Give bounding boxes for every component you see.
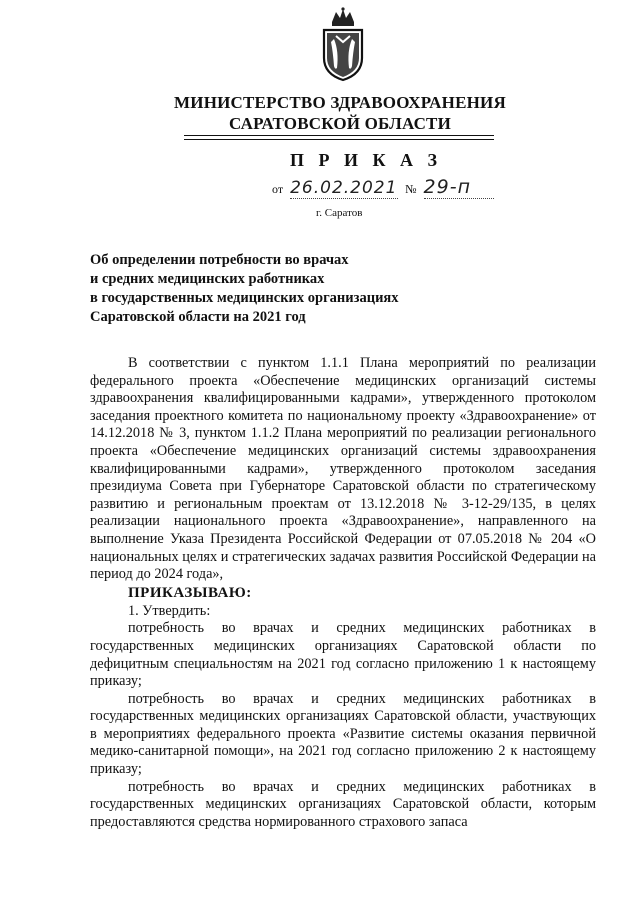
order-date-number-line (272, 176, 494, 199)
order-directive: ПРИКАЗЫВАЮ: (128, 584, 252, 601)
subject-line-1: Об определении потребности во врачах (90, 252, 349, 268)
header-divider-thin (184, 139, 494, 140)
handwritten-order-number: 29-п (424, 176, 494, 199)
subject-line-4: Саратовской области на 2021 год (90, 309, 306, 325)
date-prefix: от (272, 182, 284, 196)
order-body (90, 355, 596, 831)
handwritten-date: 26.02.2021 (290, 178, 398, 198)
city-label: г. Саратов (316, 207, 363, 219)
subject-line-2: и средних медицинских работниках (90, 271, 325, 287)
ministry-name (140, 92, 540, 134)
ministry-line-2: САРАТОВСКОЙ ОБЛАСТИ (228, 114, 452, 133)
saratov-coat-of-arms-icon (318, 6, 368, 82)
item-1-paragraph-b: потребность во врачах и средних медицинских работниках в государственных медицинских организациях Саратовской области, участвующих в мероприятиях федерального проекта «Развитие системы оказания первичной медико-санитарной помощи», на 2021 год согласно приложению 2 к настоящему приказу; (90, 690, 596, 778)
order-title: П Р И К А З (290, 150, 443, 170)
header-divider-thick (184, 135, 494, 136)
item-1-paragraph-c: потребность во врачах и средних медицинских работниках в государственных медицинских организациях Саратовской области, которым предоставляются средства нормированного страхового запаса (90, 778, 596, 830)
item-1-paragraph-a: потребность во врачах и средних медицинских работниках в государственных медицинских организациях Саратовской области по дефицитным специальностям на 2021 год согласно приложению 1 к настоящему приказу; (90, 620, 596, 690)
ministry-line-1: МИНИСТЕРСТВО ЗДРАВООХРАНЕНИЯ (174, 93, 506, 112)
order-subject (90, 251, 510, 327)
number-prefix: № (405, 182, 417, 196)
item-1-heading: 1. Утвердить: (128, 602, 211, 619)
subject-line-3: в государственных медицинских организациях (90, 290, 399, 306)
preamble-paragraph: В соответствии с пунктом 1.1.1 Плана мероприятий по реализации федерального проекта «Обеспечение медицинских организаций системы здравоохранения квалифицированными кадрами», утвержденного протоколом заседания проектного комитета по национальному проекту «Здравоохранение» от 14.12.2018 № 3, пунктом 1.1.2 Плана мероприятий по реализации регионального проекта «Обеспечение медицинских организаций системы здравоохранения квалифицированными кадрами», утвержденного протоколом заседания президиума Совета при Губернаторе Саратовской области по стратегическому развитию и региональным проектам от 13.12.2018 № 3-12-29/135, в целях реализации национального проекта «Здравоохранение», направленного на выполнение Указа Президента Российской Федерации от 07.05.2018 № 204 «О национальных целях и стратегических задачах развития Российской Федерации на период до 2024 года», (90, 355, 596, 583)
